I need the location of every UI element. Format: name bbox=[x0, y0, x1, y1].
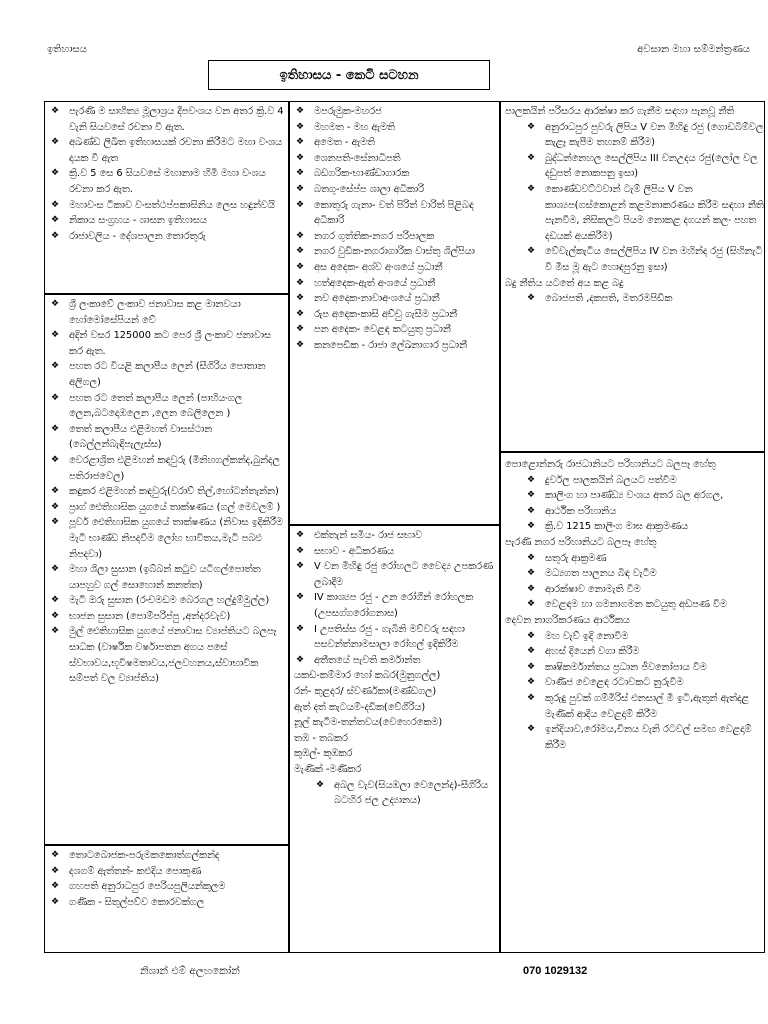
header-subject: ඉතිහාසය bbox=[47, 44, 87, 55]
text-line: ඇත් දත් කැටයම්-දඩික(වේගිරිය) bbox=[294, 701, 426, 713]
list-item: ❖ කුරුඳු පුවක් ගම්මිරිස් එනසාල් මී ඉටි,ඇතුන් ඇත්දළ මැණික් ආදිය වෙළදාම් කිරීම bbox=[501, 691, 764, 722]
list-item: ❖ මහමත - මහ ඇමති bbox=[290, 120, 499, 136]
list-item: ❖ අමෙත - ඇමති bbox=[290, 135, 499, 151]
text-line: රන්- කුළදර/ ස්වර්ණකා(මණ්ඩගල) bbox=[294, 685, 437, 697]
section-heading: බදු නීතිය යටතේ අය කළ බදු bbox=[505, 277, 624, 289]
page-title: ඉතිහාසය - කෙටි සටහන bbox=[208, 60, 490, 90]
list-item: ❖ රුප අදෙක-කාසි අච්චු ගැසීම ප්‍රධානී bbox=[290, 307, 499, 323]
list-item: ❖ අබල වැව(සියඹලා වෙලෙන්ද)-සීගිරිය බටහිර ජල උද්‍යානය) bbox=[290, 778, 499, 809]
phone-number: 070 1029132 bbox=[523, 965, 588, 977]
list-item: ❖ ශ්‍රී ලංකාවේ ලංකාව ජනාවාස කළ මානවයා හෝමෝසේපියන් වේ bbox=[45, 297, 288, 328]
list-item: ❖ අතීතයේ පැවති කර්මාන්ත bbox=[290, 653, 499, 669]
list-item: ❖ කඳුකර එළිමහන් කඳවුරු(වරාව් තිල්,හෝටන්තැන්න) bbox=[45, 484, 288, 500]
list-item: ❖ බඩගරික-භාණ්ඩාගාරක bbox=[290, 166, 499, 182]
list-item: ❖ පන අදෙක- වෙළඳ කටයුතු ප්‍රධානී bbox=[290, 322, 499, 338]
list-item: ❖ කොණ්ඩවට්ටවාන් ටැම් ලිපිය V වන කාශ්‍යප(ගස්කොළන් කළමනාකරණය කිරීම සඳහා නීති පැනවීම, නිසිකලට පියම නොකළ දගයන් කලං පහත දඩයක් අයකිරීම) bbox=[501, 182, 764, 244]
list-item: ❖ වාණිජ වෙළෙඳ රටාවකට නුරුවීම bbox=[501, 675, 764, 691]
list-item: ❖ මුල් ඓතිහාසික යුගයේ ජනාවාස ව්‍යාප්තියට බලපෑ සාධක (වාර්ෂික වර්ෂාපතන අගය පසේ ස්වභාවය,භූවිෂමතාවය,ජලවහනය,ස්වාභාවික සම්පත් වල ව්‍යාප්තිය) bbox=[45, 624, 288, 686]
list-item: ❖ මහ වැව් ඉදි නොවීම bbox=[501, 629, 764, 645]
section-heading: දෙවන නාගරිකරණය ආර්ථිකය bbox=[505, 614, 630, 626]
list-item: ❖ අනුරාධපුර පුවරු ලිපිය V වන මිහිඳු රජු (ගොඩබිම්වල කැළෑ කැපීම තහනම් කිරීම) bbox=[501, 120, 764, 151]
list-item: ❖ එක්තැන් සමිය- රාජ සභාව bbox=[290, 528, 499, 544]
list-item: ❖ බතගු-සේප්ප ශාලා අධිකාරි bbox=[290, 182, 499, 198]
list-item: ❖ භාජන සුසාන (පොම්පරිප්පු ,අන්දරවැව) bbox=[45, 609, 288, 625]
box-decline bbox=[500, 452, 765, 953]
list-item: ❖ පහත රට තෙත් කලාපීය ලෙන් (පාහියංගල ලෙන,බටදොඹලෙන ,ලෙන බෙලිලෙන ) bbox=[45, 391, 288, 422]
box-officials bbox=[289, 101, 500, 525]
list-item: ❖ IV කාශ්‍යප රජු - උන රෝගීන් රෝහලක (උපසග්ගරෝගනාස) bbox=[290, 590, 499, 621]
text-line: නූල් කැටීම-තන්තවය(වෙහෙරකෙම) bbox=[294, 717, 443, 729]
list-item: ❖ නිකාය සංග්‍රහය - ශාසන ඉතිහාසය bbox=[45, 213, 288, 229]
list-item: ❖ ආරක්ෂාව නොමැති වීම bbox=[501, 582, 764, 598]
text-line: කුඹල්- කුඹකර bbox=[294, 748, 353, 760]
list-item: ❖ මහා ශිලා සුසාන (ඉබ්බන් කටුව යටිගල්පොත්ත යාපහුව ගල් සොහොන් කනත්ත) bbox=[45, 562, 288, 593]
list-item: ❖ නව අදෙක-නාවාඅංශයේ ප්‍රධානී bbox=[290, 291, 499, 307]
list-item: ❖ සභාව - අධිකරණය bbox=[290, 544, 499, 560]
list-item: ❖ පැරණි ම සාහිත්‍ය මූලාශ්‍රය දීපවංශය වන අතර ක්‍රි.ව 4 වැනි සියවසේ රචනා වී ඇත. bbox=[45, 104, 288, 135]
list-item: ❖ කොතුරු ගැනා- වත් පිරිත් වාරිත් පිළිබඳ අධිකාරි bbox=[290, 198, 499, 229]
section-heading: පොළොන්නරු රාජධානියට පරිහානියට බලපෑ හේතු bbox=[505, 459, 716, 470]
list-item: ❖ ගණික - සිතුල්පව්ව කොරවක්ගල bbox=[45, 895, 288, 911]
list-item: ❖ වෙළඳාම හා ගමනාගමන කටයුතු අඩපණ වීම bbox=[501, 597, 764, 613]
list-item: ❖ ක්‍රි.ව 1215 කාලිංග මාඝ ආක්‍රමණය bbox=[501, 519, 764, 535]
list-item: ❖ රාජාවලිය - දේශපාලන තොරතුරු bbox=[45, 229, 288, 245]
box-institutions bbox=[289, 525, 500, 953]
list-item: ❖ නගර වුඩික-නගරාගාරික වාස්තු ශිල්පියා bbox=[290, 244, 499, 260]
list-item: ❖ මධ්‍යගත පාලනය බිඳ වැටීම bbox=[501, 566, 764, 582]
text-line: මැණික් -මණිකර bbox=[294, 763, 362, 775]
list-item: ❖ කෘෂිකර්මාන්තය ප්‍රධාන ජීවනෝපාය වීම bbox=[501, 660, 764, 676]
list-item: ❖ පහත රට වියළි කලාපීය ලෙන් (සීගිරිය පොතාන අලිගල) bbox=[45, 359, 288, 390]
list-item: ❖ කාලිංග හා පාණ්ඩ්‍ය වංශය අතර බල අරගල, bbox=[501, 488, 764, 504]
list-item: ❖ මහාවංස ටීකාව වංසත්ථප්පකාසිනිය ලෙස හඳුන්වයි bbox=[45, 198, 288, 214]
list-item: ❖ තොටබොජක-පරුමකකොත්ගල්කන්ද bbox=[45, 848, 288, 864]
list-item: ❖ බොජපති ,දකපති, මතරමපිඩික bbox=[501, 291, 764, 307]
list-item: ❖ සතුරු ආක්‍රමණ bbox=[501, 551, 764, 567]
list-item: ❖ අදින් වසර 125000 කට පෙර ශ්‍රී ලංකාව ජනාවාස කර ඇත. bbox=[45, 328, 288, 359]
list-item: ❖ දශගම් ඇත්තන්- කළුදිය පොකුණ bbox=[45, 864, 288, 880]
list-item: ❖ ශෙනපති-සේනාධිපති bbox=[290, 151, 499, 167]
list-item: ❖ අහස් දියෙන් වගා කිරීම bbox=[501, 644, 764, 660]
list-item: ❖ පූර්ව ඓතිහාසික යුගයේ තාක්ෂණය (නිවාස ඉදිකිරීම මැටි භාණ්ඩ නිපදවීම ලෝහ භාවිතය,මැටි පබළු නිපදවා) bbox=[45, 515, 288, 562]
list-item: ❖ මැටි ඔරු සුසාන (රංචමඩම බෙරගල හල්දුම්මුල්ල) bbox=[45, 593, 288, 609]
list-item: ❖ වෙරළාශ්‍රිත එළිමහන් කඳවුරු (මිනිහගල්කන්ද,බුන්දල පතිරාජවෙල) bbox=[45, 453, 288, 484]
list-item: ❖ ඉන්දියාව,රෝමය,චීනය වැනි රටවල් සමඟ වෙළදාම් කිරීම bbox=[501, 722, 764, 753]
box-environment-laws bbox=[500, 101, 765, 452]
text-line: යකඩ-කම්මාර හෝ කබර(මුනුගල්ල) bbox=[294, 670, 441, 682]
list-item: ❖ මපරුමුක-මහරජ bbox=[290, 104, 499, 120]
list-item: ❖ V වන මිහිඳු රජු රෝහලට වෛද්‍ය උපකරණ ලබාදීම bbox=[290, 559, 499, 590]
section-heading: පාලකයින් පරිසරය ආරක්ෂා කර ගැනීම සඳහා පැනවූ නීති bbox=[505, 106, 735, 117]
box-settlements bbox=[44, 294, 289, 845]
list-item: ❖ ආර්ථික පරිහානිය bbox=[501, 504, 764, 520]
list-item: ❖ දුර්වල පාලකයින් බලයට පත්වීම bbox=[501, 473, 764, 489]
list-item: ❖ අඛණ්ඩ ලිඛිත ඉතිහාසයක් රචනා කිරීමට මහා වංශය දායක වී ඇත bbox=[45, 135, 288, 166]
list-item: ❖ ප්‍රාග් ඓතිහාසික යුගයේ තාක්ෂණය (ගල් මෙවලම් ) bbox=[45, 500, 288, 516]
list-item: ❖ හත්අදෙක-ඇත් අංශයේ ප්‍රධානී bbox=[290, 276, 499, 292]
list-item: ❖ තෙත් කලාපීය එළිමහත් වාසස්ථාන (බෙල්ලන්බැඳිපැලැස්ස) bbox=[45, 422, 288, 453]
list-item: ❖ කනපෙඩික - රාජා ලේඛනාගාර ප්‍රධානී bbox=[290, 338, 499, 354]
list-item: ❖ ක්‍රි.ව 5 සෙ 6 සියවසේ මහානාම හිමි මහා වංශය රචනා කර ඇත. bbox=[45, 166, 288, 197]
list-item: ❖ නගර ගුත්තික-නගර පරිපාලක bbox=[290, 229, 499, 245]
author-name: නිශාන් එම් අලහකෝන් bbox=[140, 965, 240, 977]
section-heading: පැරණි නගර පරිහානියට බලපෑ හේතු bbox=[505, 536, 657, 548]
list-item: ❖ I උපතිස්ස රජු - ගැබිනි මව්වරු සඳහා පසවන්ත්නාමසාලා රෝහල් ඉදිකිරීම bbox=[290, 622, 499, 653]
box-occupations bbox=[44, 845, 289, 953]
list-item: ❖ බුද්ධන්නෙහල සෙල්ලිපිය III වනඋදය රජු(ලෝල වල දඩුපත් නොකපනු ඉසා) bbox=[501, 151, 764, 182]
list-item: ❖ අස අදෙක- අශ්ව අංශයේ ප්‍රධානී bbox=[290, 260, 499, 276]
text-line: තඹ - තබකර bbox=[294, 732, 348, 744]
list-item: ❖ වේවැල්කැටිය සෙල්ලිපිය IV වන මහින්ද රජු (සිහිනැටි වී මීස මූ ඇට හොඳපුරනු ඉසා) bbox=[501, 244, 764, 275]
list-item: ❖ ගහපති අනුරාධපුර පෙරියපුලියන්කුලම bbox=[45, 879, 288, 895]
header-seminar: අවසාන මහා සම්මන්ත්‍රණය bbox=[637, 44, 750, 55]
box-sources bbox=[44, 101, 289, 294]
